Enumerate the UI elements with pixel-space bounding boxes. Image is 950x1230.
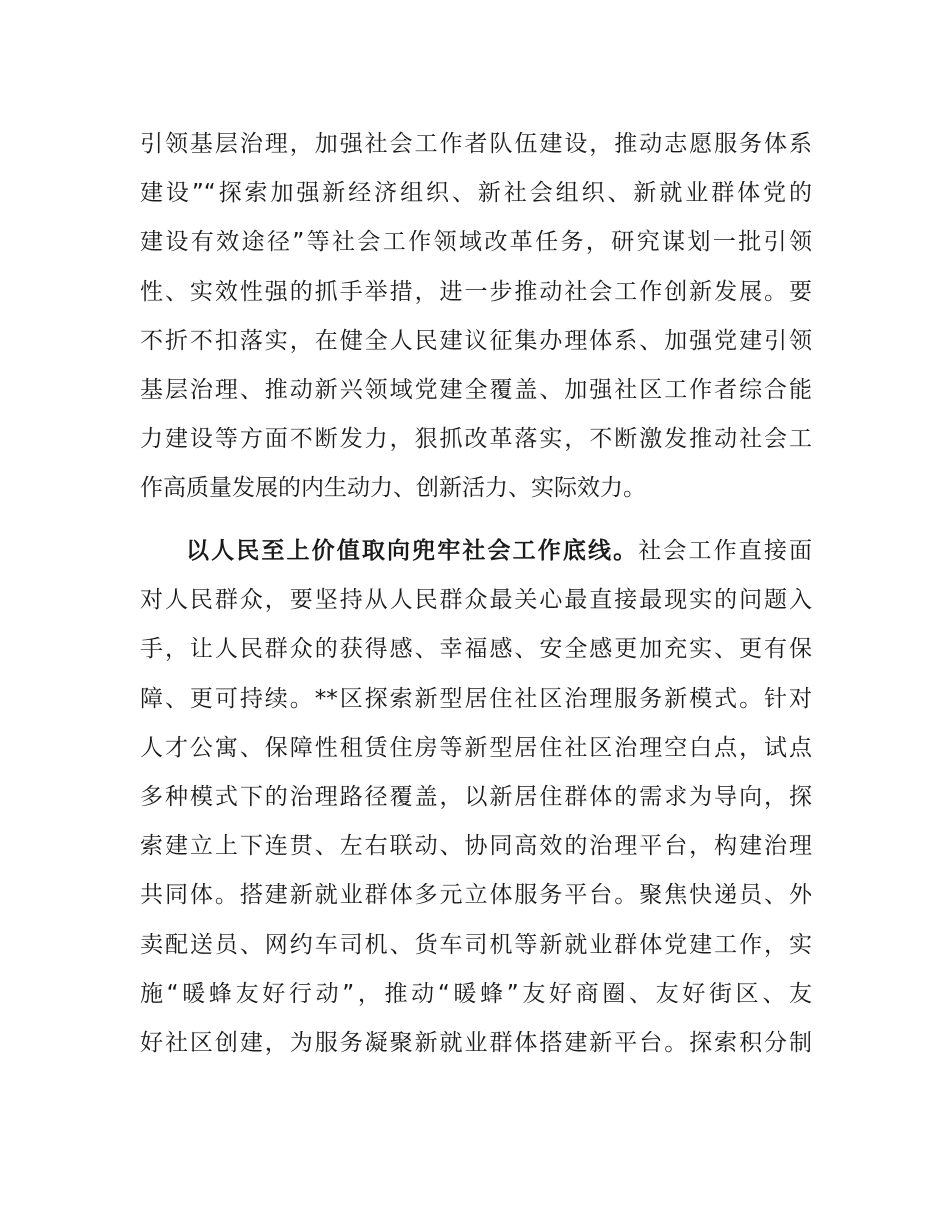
paragraph-1: [140, 120, 812, 514]
paragraph-line: 引领基层治理，加强社会工作者队伍建设，推动志愿服务体系: [140, 131, 812, 157]
paragraph-line: 不折不扣落实，在健全人民建议征集办理体系、加强党建引领: [140, 327, 812, 354]
paragraph-line: 建设有效途径”等社会工作领域改革任务，研究谋划一批引领: [140, 229, 812, 256]
paragraph-line: 共同体。搭建新就业群体多元立体服务平台。聚焦快递员、外: [140, 882, 812, 909]
paragraph-line: 作高质量发展的内生动力、创新活力、实际效力。: [140, 475, 646, 502]
paragraph-line: 性、实效性强的抓手举措，进一步推动社会工作创新发展。要: [140, 278, 812, 305]
paragraph-heading-rest: 社会工作直接面: [638, 538, 812, 564]
paragraph-line: 多种模式下的治理路径覆盖，以新居住群体的需求为导向，探: [140, 783, 812, 810]
paragraph-line: 基层治理、推动新兴领域党建全覆盖、加强社区工作者综合能: [140, 376, 812, 403]
paragraph-line: 好社区创建，为服务凝聚新就业群体搭建新平台。探索积分制: [140, 1029, 812, 1056]
paragraph-heading: 以人民至上价值取向兜牢社会工作底线。: [186, 538, 639, 564]
paragraph-line: 手，让人民群众的获得感、幸福感、安全感更加充实、更有保: [140, 636, 812, 663]
paragraph-line: 力建设等方面不断发力，狠抓改革落实，不断激发推动社会工: [140, 426, 812, 453]
paragraph-first-line: [140, 527, 812, 576]
paragraph-2: [140, 527, 812, 1068]
paragraph-line: 索建立上下连贯、左右联动、协同高效的治理平台，构建治理: [140, 833, 812, 860]
paragraph-line: 障、更可持续。**区探索新型居住社区治理服务新模式。针对: [140, 685, 812, 712]
paragraph-line: 人才公寓、保障性租赁住房等新型居住社区治理空白点，试点: [140, 734, 812, 761]
paragraph-line: 施“暖蜂友好行动”，推动“暖蜂”友好商圈、友好街区、友: [140, 980, 812, 1007]
paragraph-line: 建设”“探索加强新经济组织、新社会组织、新就业群体党的: [140, 180, 812, 207]
paragraph-line: 卖配送员、网约车司机、货车司机等新就业群体党建工作，实: [140, 931, 812, 958]
paragraph-line: 对人民群众，要坚持从人民群众最关心最直接最现实的问题入: [140, 587, 812, 614]
